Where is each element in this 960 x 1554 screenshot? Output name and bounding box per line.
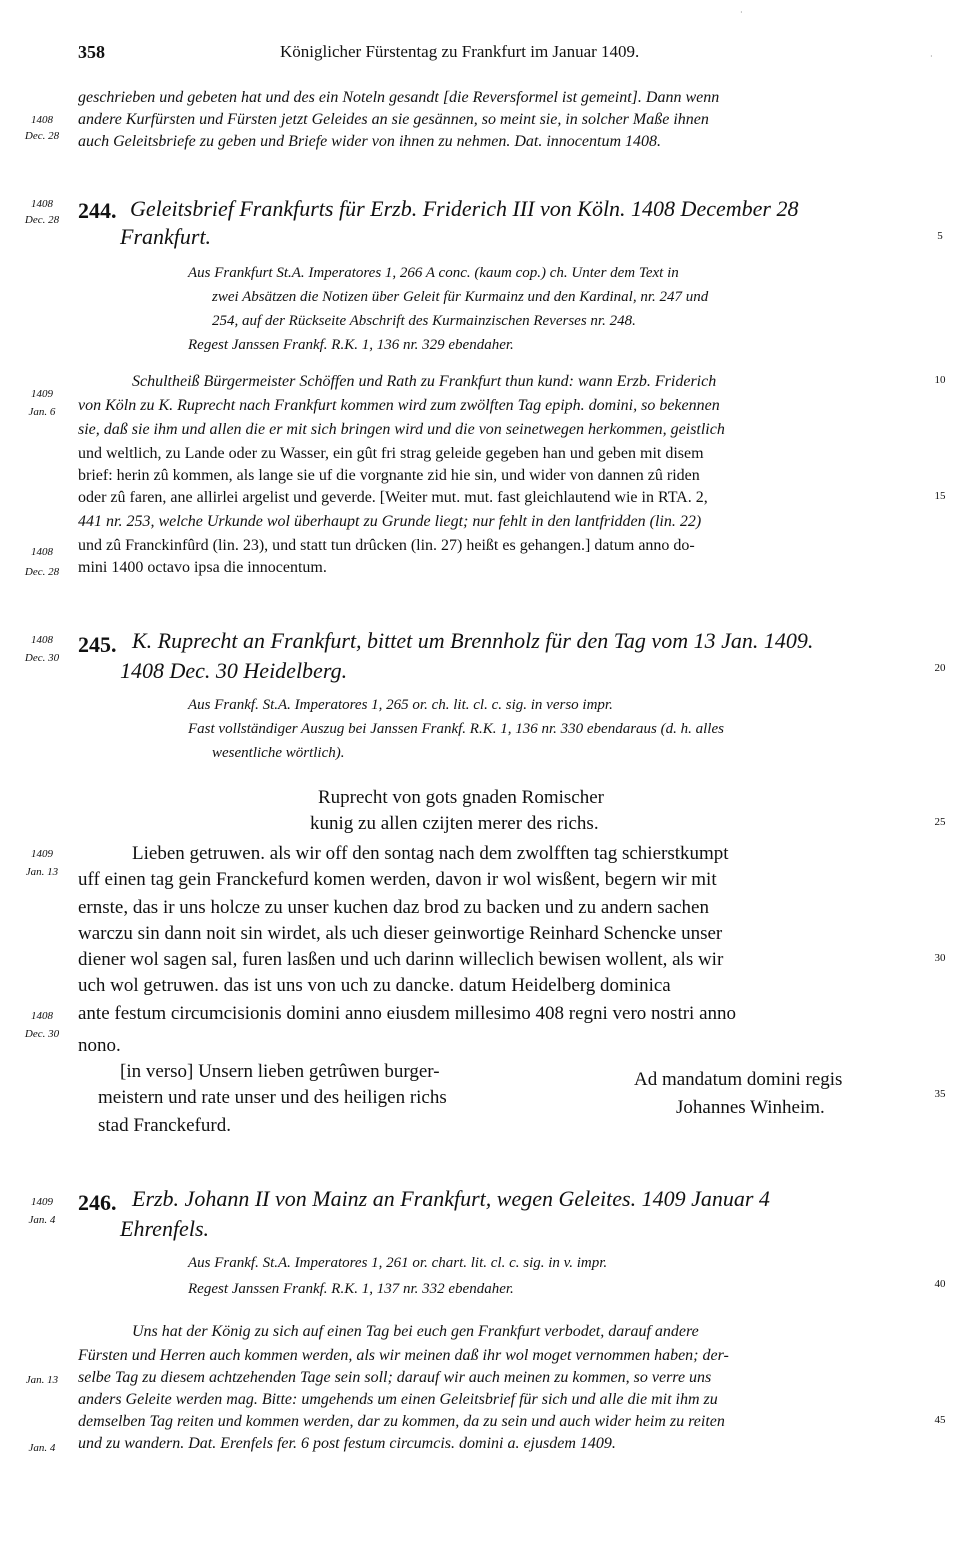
- source-line: wesentliche wörtlich).: [212, 745, 345, 761]
- line-number: 30: [934, 952, 946, 964]
- verso-line: meistern und rate unser und des heiligen richs: [98, 1087, 447, 1108]
- body-line: uch wol getruwen. das ist uns von uch zu dancke. datum Heidelberg dominica: [78, 975, 671, 996]
- line-number: 40: [934, 1278, 946, 1290]
- margin-year: 1409: [31, 848, 53, 860]
- line-number: 15: [934, 490, 946, 502]
- body-line: oder zû faren, ane allirlei argelist und geverde. [Weiter mut. mut. fast gleichlautend wie in RTA. 2,: [78, 489, 708, 506]
- document-title: K. Ruprecht an Frankfurt, bittet um Brennholz für den Tag vom 13 Jan. 1409.: [132, 628, 814, 653]
- body-line: 441 nr. 253, welche Urkunde wol überhaupt zu Grunde liegt; nur fehlt in den lantfridden (lin. 22): [78, 513, 702, 530]
- document-title-place: Frankfurt.: [120, 224, 212, 249]
- margin-date: Jan. 4: [28, 1214, 56, 1226]
- margin-date: Jan. 13: [25, 1374, 59, 1386]
- body-line: ernste, das ir uns holcze zu unser kuchen daz brod zu backen und zu andern sachen: [78, 897, 709, 918]
- line-number: 20: [934, 662, 946, 674]
- body-line: und zû Franckinfûrd (lin. 23), und statt tun drûcken (lin. 27) heißt es gehangen.] datum anno do-: [78, 537, 695, 554]
- scan-speck: ·: [930, 52, 933, 61]
- body-line: diener wol sagen sal, furen lasßen und uch darinn willeclich bewisen wollent, als wir: [78, 949, 724, 970]
- salutation-line: kunig zu allen czijten merer des richs.: [310, 813, 599, 834]
- source-line: 254, auf der Rückseite Abschrift des Kurmainzischen Reverses nr. 248.: [212, 313, 636, 329]
- margin-year: 1409: [31, 1196, 53, 1208]
- document-title: Geleitsbrief Frankfurts für Erzb. Friderich III von Köln. 1408 December 28: [130, 196, 799, 221]
- body-line: Fürsten und Herren auch kommen werden, als wir meinen daß ihr wol moget vernommen haben; der-: [78, 1347, 729, 1364]
- text-line: geschrieben und gebeten hat und des ein Noteln gesandt [die Reversformel ist gemeint]. Dann wenn: [78, 89, 720, 106]
- body-line: nono.: [78, 1035, 121, 1056]
- body-line: warczu sin dann noit sin wirdet, als uch dieser geinwortige Reinhard Schencke unser: [78, 923, 723, 944]
- line-number: 10: [934, 374, 946, 386]
- margin-year: 1409: [31, 388, 53, 400]
- line-number: 5: [937, 230, 943, 242]
- body-line: und zu wandern. Dat. Erenfels fer. 6 post festum circumcis. domini a. ejusdem 1409.: [78, 1435, 616, 1452]
- body-line: demselben Tag reiten und kommen werden, dar zu kommen, da zu sein und auch wider heim zu reiten: [78, 1413, 725, 1430]
- mandate-line: Johannes Winheim.: [676, 1097, 825, 1118]
- margin-year: 1408: [31, 634, 53, 646]
- line-number: 45: [934, 1414, 946, 1426]
- margin-year: 1408: [31, 546, 53, 558]
- body-line: Lieben getruwen. als wir off den sontag nach dem zwolfften tag schierstkumpt: [132, 843, 729, 864]
- text-line: andere Kurfürsten und Fürsten jetzt Geleides an sie gesännen, so meint sie, in solcher Maße ihnen: [78, 111, 709, 128]
- body-line: von Köln zu K. Ruprecht nach Frankfurt kommen wird zum zwölften Tag epiph. domini, so bekennen: [78, 397, 720, 414]
- source-line: zwei Absätzen die Notizen über Geleit für Kurmainz und den Kardinal, nr. 247 und: [212, 289, 709, 305]
- source-line: Regest Janssen Frankf. R.K. 1, 136 nr. 329 ebendaher.: [188, 337, 514, 353]
- document-title-place: Ehrenfels.: [120, 1216, 209, 1241]
- mandate-line: Ad mandatum domini regis: [634, 1069, 843, 1090]
- margin-year: 1408: [31, 1010, 53, 1022]
- document-number: 244.: [78, 198, 117, 223]
- text-line: auch Geleitsbriefe zu geben und Briefe wider von ihnen zu nehmen. Dat. innocentum 1408.: [78, 133, 661, 150]
- body-line: und weltlich, zu Lande oder zu Wasser, ein gût fri strag geleide gegeben han und geben mit disem: [78, 445, 704, 462]
- body-line: anders Geleite werden mag. Bitte: umgehends um einen Geleitsbrief für sich und alle die mit ihm zu: [78, 1391, 718, 1408]
- page-number: 358: [78, 42, 105, 62]
- body-line: Schultheiß Bürgermeister Schöffen und Rath zu Frankfurt thun kund: wann Erzb. Friderich: [132, 373, 717, 390]
- line-number: 25: [934, 816, 946, 828]
- running-title: Königlicher Fürstentag zu Frankfurt im Januar 1409.: [280, 42, 640, 61]
- margin-date: Dec. 28: [24, 566, 60, 578]
- document-number: 245.: [78, 632, 117, 657]
- source-line: Aus Frankfurt St.A. Imperatores 1, 266 A conc. (kaum cop.) ch. Unter dem Text in: [188, 265, 679, 281]
- document-title: Erzb. Johann II von Mainz an Frankfurt, wegen Geleites. 1409 Januar 4: [132, 1186, 770, 1211]
- source-line: Aus Frankf. St.A. Imperatores 1, 261 or. chart. lit. cl. c. sig. in v. impr.: [188, 1255, 608, 1271]
- body-line: Uns hat der König zu sich auf einen Tag bei euch gen Frankfurt verbodet, darauf andere: [132, 1323, 699, 1340]
- salutation-line: Ruprecht von gots gnaden Romischer: [318, 787, 605, 808]
- source-line: Aus Frankf. St.A. Imperatores 1, 265 or. ch. lit. cl. c. sig. in verso impr.: [188, 697, 613, 713]
- document-title-place: 1408 Dec. 30 Heidelberg.: [120, 658, 348, 683]
- body-line: uff einen tag gein Franckefurd komen werden, davon ir wol wisßent, begern wir mit: [78, 869, 717, 890]
- margin-date: Dec. 30: [24, 652, 60, 664]
- verso-line: [in verso] Unsern lieben getrûwen burger-: [120, 1061, 440, 1082]
- verso-line: stad Franckefurd.: [98, 1115, 231, 1136]
- line-number: 35: [934, 1088, 946, 1100]
- body-line: sie, daß sie ihm und allen die er mit sich bringen wird und die von seinetwegen herkommen, geistlich: [78, 421, 725, 438]
- margin-date: Jan. 13: [25, 866, 59, 878]
- margin-date: Dec. 28: [24, 130, 60, 142]
- body-line: selbe Tag zu diesem achtzehenden Tage sein soll; darauf wir auch meinen zu kommen, so verre uns: [78, 1369, 712, 1386]
- body-line: ante festum circumcisionis domini anno eiusdem millesimo 408 regni vero nostri anno: [78, 1003, 737, 1024]
- margin-date: Jan. 4: [28, 1442, 56, 1454]
- body-line: brief: herin zû kommen, als lange sie uf die vorgnante zid hie sin, und wider von dannen zû riden: [78, 467, 700, 484]
- document-number: 246.: [78, 1190, 117, 1215]
- margin-date: Jan. 6: [28, 406, 56, 418]
- body-line: mini 1400 octavo ipsa die innocentum.: [78, 559, 327, 576]
- source-line: Fast vollständiger Auszug bei Janssen Frankf. R.K. 1, 136 nr. 330 ebendaraus (d. h. alles: [188, 721, 724, 737]
- scan-speck: ·: [740, 8, 743, 17]
- margin-year: 1408: [31, 198, 53, 210]
- margin-date: Dec. 28: [24, 214, 60, 226]
- margin-year: 1408: [31, 114, 53, 126]
- margin-date: Dec. 30: [24, 1028, 60, 1040]
- source-line: Regest Janssen Frankf. R.K. 1, 137 nr. 332 ebendaher.: [188, 1281, 514, 1297]
